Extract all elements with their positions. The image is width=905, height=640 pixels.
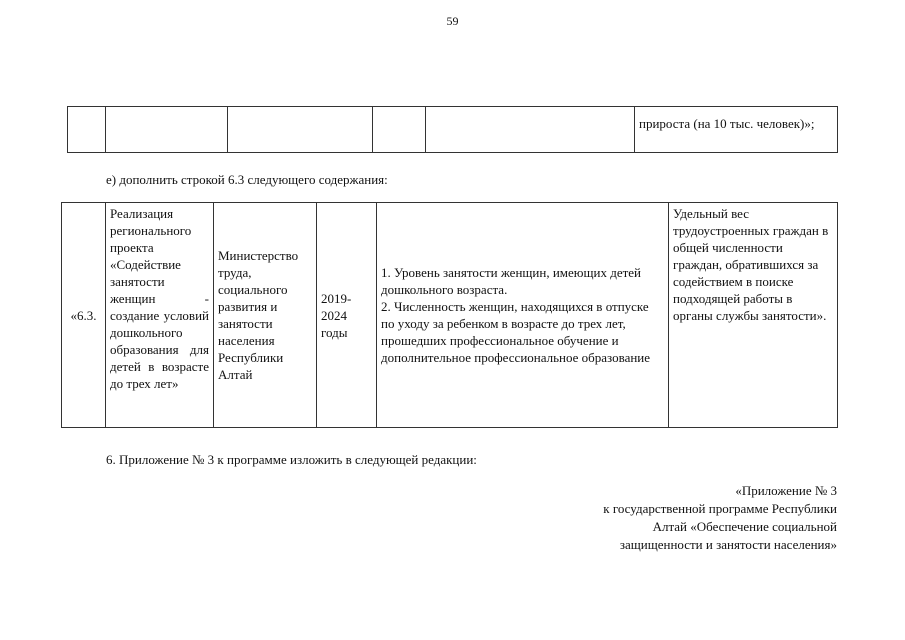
target-value: Удельный вес трудоустроенных граждан в общей численности граждан, обратившихся за содействием в поиске подходящей работы в органы службы занятости».	[669, 203, 838, 428]
appendix-line: к государственной программе Республики	[603, 501, 837, 516]
ministry-name: Министерство труда, социального развития и занятости населения Республики Алтай	[214, 203, 317, 428]
row-number: «6.3.	[62, 203, 106, 428]
table-cell	[426, 107, 635, 153]
table-row	[68, 107, 838, 153]
page-number: 59	[446, 14, 459, 28]
appendix-line: «Приложение № 3	[735, 483, 837, 498]
top-table-fragment	[67, 106, 838, 153]
period: 2019-2024 годы	[317, 203, 377, 428]
appendix-header	[603, 482, 837, 554]
table-cell	[68, 107, 106, 153]
paragraph-add-row: е) дополнить строкой 6.3 следующего содержания:	[106, 172, 388, 187]
appendix-line: защищенности и занятости населения»	[619, 537, 837, 552]
table-cell	[228, 107, 373, 153]
table-cell	[106, 107, 228, 153]
row-6-3-table	[61, 202, 838, 428]
indicators	[377, 203, 669, 428]
table-cell	[373, 107, 426, 153]
indicator-1: 1. Уровень занятости женщин, имеющих детей дошкольного возраста.	[381, 265, 641, 297]
table-row	[62, 203, 838, 428]
paragraph-appendix-3: 6. Приложение № 3 к программе изложить в следующей редакции:	[106, 452, 477, 467]
appendix-line: Алтай «Обеспечение социальной	[652, 519, 837, 534]
indicator-2: 2. Численность женщин, находящихся в отпуске по уходу за ребенком в возрасте до трех лет, прошедших профессиональное обучение и дополнительное профессиональное образование	[381, 299, 651, 365]
project-name: Реализация регионального проекта «Содействие занятости женщин - создание условий дошкольного образования для детей в возрасте до трех лет»	[106, 203, 214, 428]
table-cell-growth: прироста (на 10 тыс. человек)»;	[635, 107, 838, 153]
